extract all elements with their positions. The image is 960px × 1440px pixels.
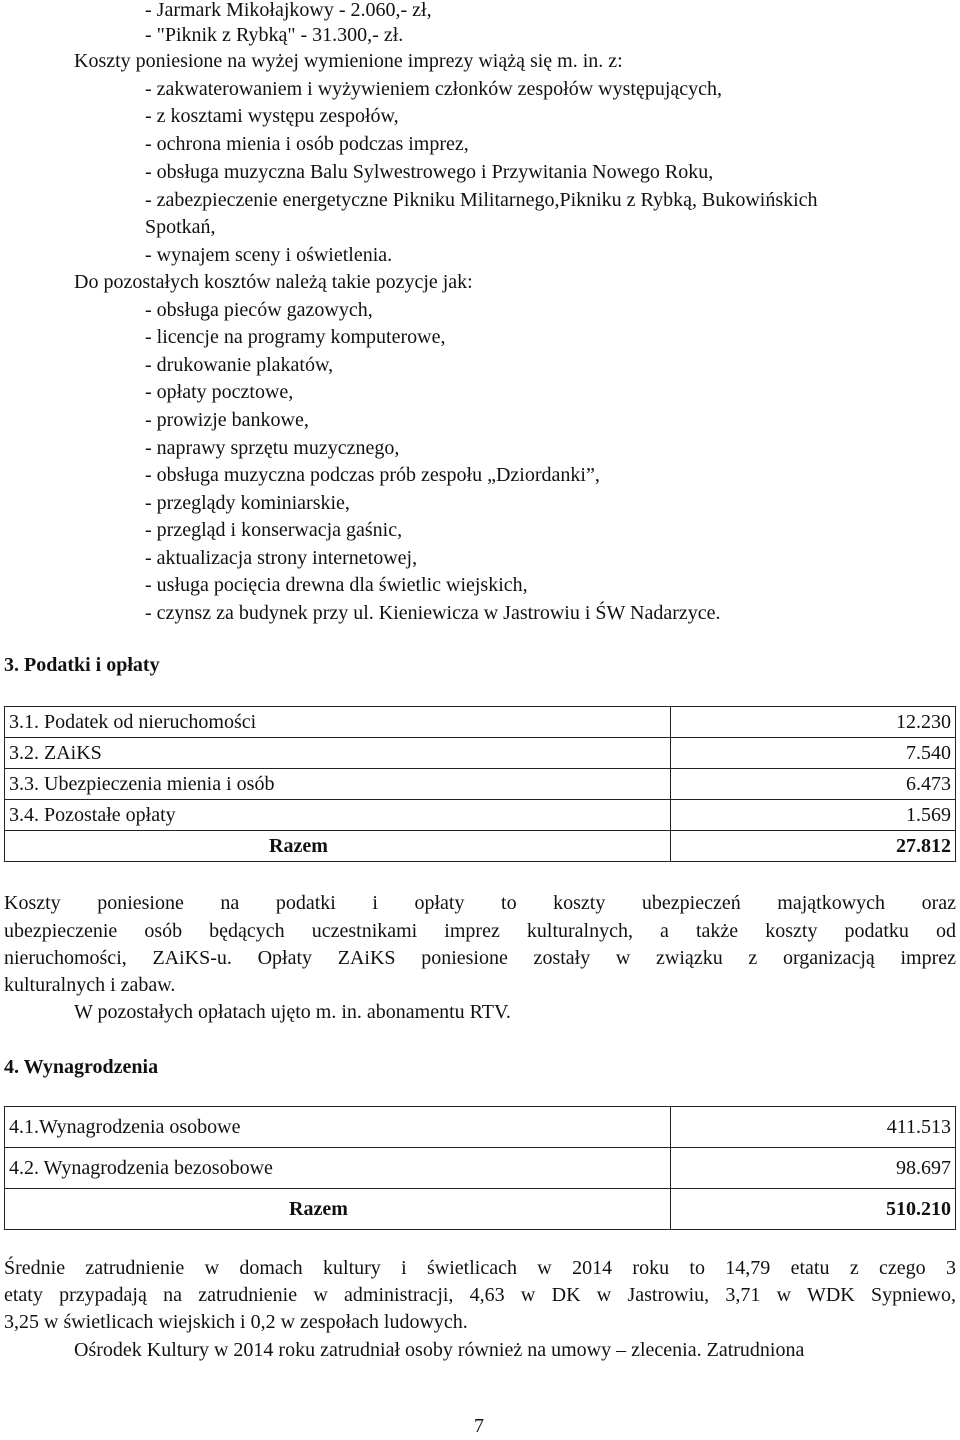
list-item: - naprawy sprzętu muzycznego, — [145, 437, 400, 459]
row-value: 12.230 — [670, 707, 955, 738]
list-item: - prowizje bankowe, — [145, 409, 309, 431]
list-item: - usługa pocięcia drewna dla świetlic wiejskich, — [145, 574, 528, 596]
total-row — [5, 831, 956, 862]
list-item: - licencje na programy komputerowe, — [145, 326, 446, 348]
list-item: - drukowanie plakatów, — [145, 354, 334, 376]
list-item: - aktualizacja strony internetowej, — [145, 547, 418, 569]
text-line: - Jarmark Mikołajkowy - 2.060,- zł, — [145, 0, 432, 21]
total-label: Razem — [5, 831, 671, 862]
list-item: - zabezpieczenie energetyczne Pikniku Militarnego,Pikniku z Rybką, Bukowińskich — [145, 189, 818, 211]
list-item: - wynajem sceny i oświetlenia. — [145, 244, 393, 266]
list-item: - zakwaterowaniem i wyżywieniem członków zespołów występujących, — [145, 78, 723, 100]
table-row — [5, 1148, 956, 1189]
costs-intro: Koszty poniesione na wyżej wymienione imprezy wiążą się m. in. z: — [74, 50, 623, 72]
total-value: 510.210 — [670, 1189, 955, 1230]
row-label: 3.3. Ubezpieczenia mienia i osób — [5, 769, 671, 800]
list-item: - przeglądy kominiarskie, — [145, 492, 350, 514]
table-row — [5, 1107, 956, 1148]
row-value: 98.697 — [670, 1148, 955, 1189]
total-row — [5, 1189, 956, 1230]
section-heading: 4. Wynagrodzenia — [4, 1056, 159, 1078]
list-item: - przegląd i konserwacja gaśnic, — [145, 519, 403, 541]
row-label: 3.2. ZAiKS — [5, 738, 671, 769]
list-item: - opłaty pocztowe, — [145, 381, 294, 403]
list-item: - z kosztami występu zespołów, — [145, 105, 399, 127]
table-row — [5, 769, 956, 800]
table-row — [5, 707, 956, 738]
text-line: - "Piknik z Rybką" - 31.300,- zł. — [145, 24, 404, 46]
page-number: 7 — [474, 1415, 484, 1437]
paragraph-line: ubezpieczenie osób będących uczestnikami imprez kulturalnych, a także koszty podatku od — [4, 920, 956, 942]
list-item: - obsługa muzyczna Balu Sylwestrowego i Przywitania Nowego Roku, — [145, 161, 714, 183]
paragraph-line: Ośrodek Kultury w 2014 roku zatrudniał osoby również na umowy – zlecenia. Zatrudniona — [74, 1339, 805, 1361]
section-heading: 3. Podatki i opłaty — [4, 654, 160, 676]
paragraph-line: kulturalnych i zabaw. — [4, 974, 176, 996]
table-row — [5, 738, 956, 769]
total-value: 27.812 — [670, 831, 955, 862]
salaries-table — [4, 1106, 956, 1230]
list-item: Spotkań, — [145, 216, 216, 238]
total-label: Razem — [5, 1189, 671, 1230]
list-item: - ochrona mienia i osób podczas imprez, — [145, 133, 469, 155]
row-label: 4.2. Wynagrodzenia bezosobowe — [5, 1148, 671, 1189]
paragraph-line: Koszty poniesione na podatki i opłaty to koszty ubezpieczeń majątkowych oraz — [4, 892, 956, 914]
list-item: - czynsz za budynek przy ul. Kieniewicza w Jastrowiu i ŚW Nadarzyce. — [145, 602, 721, 624]
list-item: - obsługa pieców gazowych, — [145, 299, 373, 321]
paragraph-line: Średnie zatrudnienie w domach kultury i świetlicach w 2014 roku to 14,79 etatu z czego 3 — [4, 1257, 956, 1279]
row-value: 7.540 — [670, 738, 955, 769]
paragraph-line: nieruchomości, ZAiKS-u. Opłaty ZAiKS poniesione zostały w związku z organizacją imprez — [4, 947, 956, 969]
row-value: 411.513 — [670, 1107, 955, 1148]
row-value: 1.569 — [670, 800, 955, 831]
row-label: 4.1.Wynagrodzenia osobowe — [5, 1107, 671, 1148]
paragraph-line: W pozostałych opłatach ujęto m. in. abonamentu RTV. — [74, 1001, 511, 1023]
row-label: 3.1. Podatek od nieruchomości — [5, 707, 671, 738]
paragraph-line: 3,25 w świetlicach wiejskich i 0,2 w zespołach ludowych. — [4, 1311, 468, 1333]
paragraph-line: etaty przypadają na zatrudnienie w administracji, 4,63 w DK w Jastrowiu, 3,71 w WDK Sypniewo, — [4, 1284, 956, 1306]
taxes-table — [4, 706, 956, 862]
table-row — [5, 800, 956, 831]
other-intro: Do pozostałych kosztów należą takie pozycje jak: — [74, 271, 473, 293]
row-label: 3.4. Pozostałe opłaty — [5, 800, 671, 831]
row-value: 6.473 — [670, 769, 955, 800]
list-item: - obsługa muzyczna podczas prób zespołu „Dziordanki”, — [145, 464, 600, 486]
